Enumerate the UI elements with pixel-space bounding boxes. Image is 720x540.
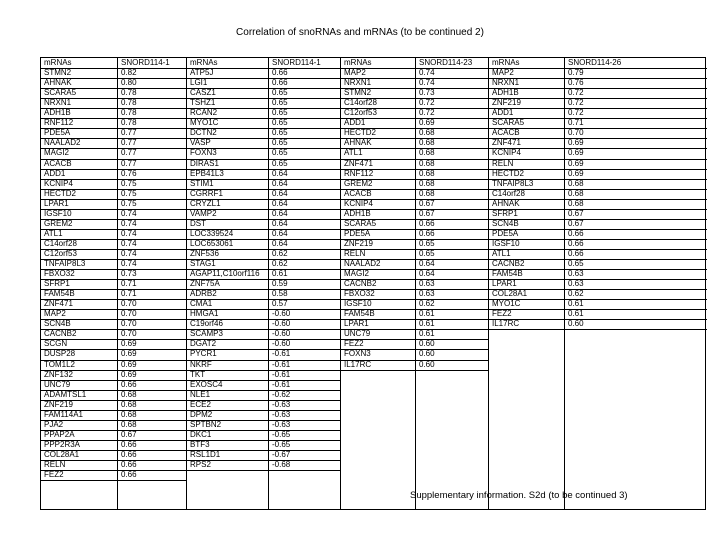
table-cell-gene: TNFAIP8L3 bbox=[44, 259, 86, 268]
table-cell-correlation: 0.61 bbox=[419, 329, 435, 339]
table-cell-correlation: 0.78 bbox=[121, 98, 137, 108]
table-cell-gene: ZNF471 bbox=[44, 299, 73, 309]
table-cell-correlation: 0.69 bbox=[121, 339, 137, 349]
table-cell-gene: IL17RC bbox=[344, 359, 372, 369]
table-cell-gene: ATL1 bbox=[344, 148, 363, 158]
table-cell-correlation: 0.67 bbox=[568, 208, 584, 218]
table-cell-gene: CGRRF1 bbox=[190, 188, 223, 198]
table-cell-gene: C12orf53 bbox=[44, 248, 77, 258]
table-cell-correlation: 0.66 bbox=[419, 228, 435, 238]
table-cell-gene: FOXN3 bbox=[190, 148, 217, 158]
table-cell-gene: ADH1B bbox=[44, 108, 71, 118]
table-cell-gene: EPB41L3 bbox=[190, 168, 224, 178]
table-cell-gene: CACNB2 bbox=[44, 329, 77, 339]
table-cell-correlation: 0.72 bbox=[419, 98, 435, 108]
table-cell-correlation: 0.72 bbox=[568, 108, 584, 118]
table-cell-gene: IGSF10 bbox=[492, 238, 520, 248]
table-cell-correlation: 0.60 bbox=[568, 319, 584, 329]
table-cell-correlation: 0.72 bbox=[568, 88, 584, 98]
table-cell-gene: IGSF10 bbox=[44, 208, 72, 218]
table-cell-correlation: 0.68 bbox=[121, 389, 137, 399]
table-cell-correlation: -0.60 bbox=[272, 329, 291, 339]
table-cell-correlation: 0.68 bbox=[419, 148, 435, 158]
table-cell-gene: HMGA1 bbox=[190, 309, 219, 319]
table-cell-gene: ADD1 bbox=[344, 118, 366, 128]
table-cell-gene: FAM114A1 bbox=[44, 409, 83, 419]
table-cell-correlation: -0.63 bbox=[272, 399, 291, 409]
table-cell-correlation: 0.68 bbox=[419, 138, 435, 148]
table-cell-correlation: 0.63 bbox=[568, 269, 584, 279]
table-cell-correlation: 0.67 bbox=[419, 198, 435, 208]
table-cell-correlation: 0.64 bbox=[272, 168, 288, 178]
column-divider bbox=[268, 58, 269, 509]
table-cell-gene: NRXN1 bbox=[492, 78, 520, 88]
table-cell-gene: GREM2 bbox=[44, 218, 73, 228]
table-cell-correlation: 0.57 bbox=[272, 299, 288, 309]
table-cell-gene: PDE5A bbox=[492, 228, 519, 238]
table-cell-gene: FAM54B bbox=[492, 269, 523, 279]
table-cell-correlation: 0.58 bbox=[272, 289, 288, 299]
table-cell-correlation: 0.59 bbox=[272, 279, 288, 289]
table-cell-correlation: 0.65 bbox=[272, 118, 288, 128]
table-cell-correlation: -0.65 bbox=[272, 439, 291, 449]
table-cell-gene: ADRB2 bbox=[190, 289, 217, 299]
table-cell-correlation: 0.61 bbox=[419, 309, 435, 319]
page-title: Correlation of snoRNAs and mRNAs (to be continued 2) bbox=[236, 27, 484, 38]
table-cell-gene: ZNF132 bbox=[44, 369, 73, 379]
table-cell-correlation: 0.68 bbox=[419, 158, 435, 168]
column-divider bbox=[415, 58, 416, 509]
table-cell-gene: LGI1 bbox=[190, 78, 208, 88]
table-cell-gene: ECE2 bbox=[190, 399, 211, 409]
table-cell-gene: AGAP11,C10orf116 bbox=[190, 269, 260, 279]
table-cell-correlation: -0.63 bbox=[272, 409, 291, 419]
table-cell-gene: RCAN2 bbox=[190, 108, 218, 118]
table-cell-correlation: 0.62 bbox=[272, 259, 288, 268]
table-cell-correlation: 0.61 bbox=[419, 319, 435, 329]
table-cell-correlation: 0.68 bbox=[121, 409, 137, 419]
table-cell-gene: FOXN3 bbox=[344, 349, 371, 359]
table-cell-correlation: 0.69 bbox=[568, 158, 584, 168]
table-cell-correlation: -0.61 bbox=[272, 369, 291, 379]
table-cell-correlation: 0.68 bbox=[568, 198, 584, 208]
table-cell-correlation: -0.62 bbox=[272, 389, 291, 399]
column-header-mrnas: mRNAs bbox=[492, 58, 520, 67]
table-cell-correlation: 0.60 bbox=[419, 349, 435, 359]
table-cell-correlation: 0.66 bbox=[121, 460, 137, 469]
table-cell-correlation: 0.66 bbox=[568, 248, 584, 258]
table-cell-gene: TKT bbox=[190, 369, 206, 379]
table-cell-correlation: 0.80 bbox=[121, 78, 137, 88]
table-cell-gene: SCAMP3 bbox=[190, 329, 223, 339]
table-cell-correlation: 0.61 bbox=[272, 269, 288, 279]
column-divider bbox=[340, 58, 341, 509]
table-cell-gene: PDE5A bbox=[44, 128, 71, 138]
table-cell-correlation: 0.74 bbox=[121, 218, 137, 228]
table-cell-correlation: 0.70 bbox=[121, 319, 137, 329]
table-cell-correlation: 0.64 bbox=[272, 228, 288, 238]
table-cell-gene: RELN bbox=[44, 460, 66, 469]
table-cell-gene: NRXN1 bbox=[344, 78, 372, 88]
table-cell-gene: FBXO32 bbox=[44, 269, 75, 279]
table-cell-correlation: 0.66 bbox=[121, 379, 137, 389]
table-cell-gene: STIM1 bbox=[190, 178, 214, 188]
column-header-snord: SNORD114-1 bbox=[121, 58, 170, 67]
table-cell-gene: ATL1 bbox=[44, 228, 63, 238]
table-cell-gene: KCNIP4 bbox=[492, 148, 521, 158]
table-cell-correlation: -0.67 bbox=[272, 449, 291, 459]
table-cell-gene: FEZ2 bbox=[492, 309, 512, 319]
table-cell-correlation: 0.62 bbox=[272, 248, 288, 258]
table-cell-correlation: 0.65 bbox=[419, 238, 435, 248]
table-cell-correlation: 0.77 bbox=[121, 128, 137, 138]
table-cell-gene: IGSF10 bbox=[344, 299, 372, 309]
table-cell-gene: NLE1 bbox=[190, 389, 211, 399]
table-cell-gene: ADH1B bbox=[492, 88, 519, 98]
table-cell-correlation: 0.68 bbox=[419, 178, 435, 188]
table-cell-correlation: 0.65 bbox=[272, 108, 288, 118]
column-divider bbox=[564, 58, 565, 509]
table-cell-correlation: 0.65 bbox=[272, 138, 288, 148]
row-divider bbox=[187, 470, 341, 471]
table-cell-gene: FEZ2 bbox=[344, 339, 364, 349]
table-cell-correlation: -0.61 bbox=[272, 359, 291, 369]
table-cell-gene: ZNF219 bbox=[492, 98, 521, 108]
table-cell-correlation: 0.70 bbox=[568, 128, 584, 138]
table-cell-correlation: 0.73 bbox=[121, 269, 137, 279]
table-cell-correlation: 0.60 bbox=[419, 359, 435, 369]
table-cell-correlation: 0.64 bbox=[272, 178, 288, 188]
table-cell-correlation: 0.75 bbox=[121, 188, 137, 198]
table-cell-correlation: 0.75 bbox=[121, 198, 137, 208]
table-cell-correlation: 0.68 bbox=[568, 178, 584, 188]
column-header-mrnas: mRNAs bbox=[44, 58, 72, 67]
table-cell-gene: MAGI2 bbox=[344, 269, 369, 279]
correlation-table bbox=[40, 57, 706, 510]
table-cell-correlation: 0.70 bbox=[121, 299, 137, 309]
table-cell-gene: GREM2 bbox=[344, 178, 373, 188]
table-cell-correlation: 0.65 bbox=[272, 158, 288, 168]
table-cell-correlation: 0.68 bbox=[419, 128, 435, 138]
table-cell-correlation: 0.69 bbox=[568, 168, 584, 178]
table-cell-correlation: 0.72 bbox=[568, 98, 584, 108]
table-cell-correlation: 0.74 bbox=[419, 68, 435, 78]
table-cell-correlation: 0.65 bbox=[272, 148, 288, 158]
table-cell-correlation: 0.61 bbox=[568, 299, 584, 309]
supplementary-caption: Supplementary information. S2d (to be continued 3) bbox=[410, 490, 628, 501]
table-cell-gene: SPTBN2 bbox=[190, 419, 222, 429]
table-cell-gene: CMA1 bbox=[190, 299, 213, 309]
table-cell-gene: SCARA5 bbox=[44, 88, 77, 98]
table-cell-correlation: 0.61 bbox=[568, 309, 584, 319]
column-divider bbox=[186, 58, 187, 509]
table-cell-correlation: 0.66 bbox=[272, 78, 288, 88]
table-cell-gene: DCTN2 bbox=[190, 128, 217, 138]
table-cell-correlation: 0.68 bbox=[419, 188, 435, 198]
table-cell-correlation: 0.79 bbox=[568, 68, 584, 78]
table-cell-gene: ADAMTSL1 bbox=[44, 389, 87, 399]
table-cell-gene: TSHZ1 bbox=[190, 98, 216, 108]
table-cell-gene: SFRP1 bbox=[492, 208, 518, 218]
table-cell-gene: ZNF219 bbox=[44, 399, 73, 409]
table-cell-gene: CACNB2 bbox=[492, 259, 525, 268]
table-cell-gene: NKRF bbox=[190, 359, 212, 369]
table-cell-correlation: 0.71 bbox=[121, 279, 137, 289]
table-cell-correlation: 0.62 bbox=[419, 299, 435, 309]
table-cell-correlation: 0.69 bbox=[121, 369, 137, 379]
table-cell-correlation: 0.63 bbox=[419, 279, 435, 289]
table-cell-gene: BTF3 bbox=[190, 439, 210, 449]
table-cell-correlation: 0.78 bbox=[121, 88, 137, 98]
table-cell-gene: RSL1D1 bbox=[190, 449, 221, 459]
table-cell-gene: LOC339524 bbox=[190, 228, 234, 238]
column-header-mrnas: mRNAs bbox=[344, 58, 372, 67]
table-cell-gene: C14orf28 bbox=[44, 238, 77, 248]
table-cell-gene: ACACB bbox=[44, 158, 72, 168]
table-cell-correlation: 0.76 bbox=[568, 78, 584, 88]
table-cell-gene: CACNB2 bbox=[344, 279, 377, 289]
table-cell-correlation: 0.82 bbox=[121, 68, 137, 78]
table-cell-gene: NAALAD2 bbox=[344, 259, 381, 268]
table-cell-correlation: 0.66 bbox=[568, 228, 584, 238]
table-cell-correlation: 0.68 bbox=[419, 168, 435, 178]
table-cell-correlation: 0.74 bbox=[121, 208, 137, 218]
table-cell-correlation: 0.66 bbox=[121, 470, 137, 480]
table-cell-correlation: 0.78 bbox=[121, 108, 137, 118]
column-header-snord: SNORD114-26 bbox=[568, 58, 622, 67]
table-cell-correlation: 0.67 bbox=[568, 218, 584, 228]
table-cell-gene: PJA2 bbox=[44, 419, 64, 429]
table-cell-gene: HECTD2 bbox=[344, 128, 377, 138]
table-cell-gene: MYO1C bbox=[492, 299, 521, 309]
table-cell-gene: SFRP1 bbox=[44, 279, 70, 289]
table-cell-correlation: 0.74 bbox=[121, 248, 137, 258]
table-cell-correlation: -0.65 bbox=[272, 429, 291, 439]
table-cell-gene: ZNF75A bbox=[190, 279, 220, 289]
table-cell-correlation: 0.77 bbox=[121, 158, 137, 168]
table-cell-gene: TNFAIP8L3 bbox=[492, 178, 534, 188]
table-cell-gene: ACACB bbox=[492, 128, 520, 138]
table-cell-gene: RELN bbox=[492, 158, 514, 168]
column-header-snord: SNORD114-1 bbox=[272, 58, 321, 67]
table-cell-gene: CRYZL1 bbox=[190, 198, 221, 208]
table-cell-gene: C14orf28 bbox=[344, 98, 377, 108]
table-cell-gene: NAALAD2 bbox=[44, 138, 81, 148]
table-cell-gene: RNF112 bbox=[344, 168, 374, 178]
table-cell-gene: STMN2 bbox=[344, 88, 372, 98]
table-cell-correlation: -0.61 bbox=[272, 379, 291, 389]
table-cell-correlation: -0.60 bbox=[272, 319, 291, 329]
table-cell-gene: SCGN bbox=[44, 339, 68, 349]
table-cell-gene: HECTD2 bbox=[492, 168, 525, 178]
table-cell-gene: DPM2 bbox=[190, 409, 213, 419]
table-cell-correlation: 0.60 bbox=[419, 339, 435, 349]
table-cell-gene: PPP2R3A bbox=[44, 439, 81, 449]
table-cell-correlation: 0.77 bbox=[121, 138, 137, 148]
table-cell-gene: ZNF219 bbox=[344, 238, 373, 248]
table-cell-correlation: 0.68 bbox=[121, 399, 137, 409]
table-cell-gene: MYO1C bbox=[190, 118, 219, 128]
row-divider bbox=[41, 480, 187, 481]
table-cell-correlation: 0.65 bbox=[568, 259, 584, 268]
row-divider bbox=[489, 329, 707, 330]
table-cell-correlation: 0.66 bbox=[121, 439, 137, 449]
table-cell-correlation: -0.68 bbox=[272, 460, 291, 469]
table-cell-correlation: -0.60 bbox=[272, 339, 291, 349]
table-cell-gene: RPS2 bbox=[190, 460, 211, 469]
table-cell-gene: KCNIP4 bbox=[344, 198, 373, 208]
table-cell-gene: DIRAS1 bbox=[190, 158, 219, 168]
table-cell-correlation: -0.61 bbox=[272, 349, 291, 359]
table-cell-gene: STMN2 bbox=[44, 68, 72, 78]
table-cell-gene: MAP2 bbox=[344, 68, 366, 78]
table-cell-correlation: 0.77 bbox=[121, 148, 137, 158]
table-cell-correlation: 0.64 bbox=[272, 218, 288, 228]
table-cell-correlation: 0.66 bbox=[568, 238, 584, 248]
table-cell-correlation: 0.74 bbox=[419, 78, 435, 88]
table-cell-gene: DGAT2 bbox=[190, 339, 217, 349]
table-cell-correlation: 0.65 bbox=[272, 98, 288, 108]
table-cell-gene: MAP2 bbox=[492, 68, 514, 78]
column-header-mrnas: mRNAs bbox=[190, 58, 218, 67]
table-cell-gene: ADD1 bbox=[44, 168, 66, 178]
table-cell-correlation: 0.70 bbox=[121, 309, 137, 319]
table-cell-gene: RELN bbox=[344, 248, 366, 258]
table-cell-correlation: 0.72 bbox=[419, 108, 435, 118]
row-divider bbox=[341, 370, 489, 371]
table-cell-correlation: 0.66 bbox=[121, 449, 137, 459]
table-cell-gene: VAMP2 bbox=[190, 208, 217, 218]
table-cell-correlation: 0.63 bbox=[419, 289, 435, 299]
table-cell-correlation: 0.64 bbox=[419, 269, 435, 279]
table-cell-gene: SCARA5 bbox=[344, 218, 377, 228]
table-cell-gene: DKC1 bbox=[190, 429, 212, 439]
table-cell-correlation: 0.64 bbox=[272, 198, 288, 208]
table-cell-correlation: 0.64 bbox=[419, 259, 435, 268]
table-cell-correlation: 0.65 bbox=[272, 88, 288, 98]
table-cell-correlation: 0.78 bbox=[121, 118, 137, 128]
table-cell-gene: PPAP2A bbox=[44, 429, 75, 439]
table-cell-gene: KCNIP4 bbox=[44, 178, 73, 188]
table-cell-gene: SCN4B bbox=[492, 218, 519, 228]
table-cell-gene: SCARA5 bbox=[492, 118, 525, 128]
table-cell-gene: ZNF536 bbox=[190, 248, 219, 258]
table-cell-gene: UNC79 bbox=[44, 379, 71, 389]
table-cell-gene: FAM54B bbox=[344, 309, 375, 319]
table-cell-gene: AHNAK bbox=[44, 78, 72, 88]
table-cell-correlation: 0.76 bbox=[121, 168, 137, 178]
table-cell-gene: DST bbox=[190, 218, 206, 228]
table-cell-gene: LOC653061 bbox=[190, 238, 234, 248]
table-cell-gene: ZNF471 bbox=[492, 138, 521, 148]
table-cell-gene: C14orf28 bbox=[492, 188, 525, 198]
table-cell-correlation: 0.74 bbox=[121, 259, 137, 268]
table-cell-correlation: 0.64 bbox=[272, 188, 288, 198]
table-cell-gene: ACACB bbox=[344, 188, 372, 198]
table-cell-gene: RNF112 bbox=[44, 118, 74, 128]
table-cell-gene: C19orf46 bbox=[190, 319, 223, 329]
table-cell-correlation: 0.62 bbox=[568, 289, 584, 299]
table-cell-correlation: 0.74 bbox=[121, 238, 137, 248]
table-cell-correlation: 0.68 bbox=[568, 188, 584, 198]
table-cell-gene: NRXN1 bbox=[44, 98, 72, 108]
table-cell-correlation: 0.65 bbox=[419, 248, 435, 258]
table-cell-gene: AHNAK bbox=[492, 198, 520, 208]
table-cell-gene: ADH1B bbox=[344, 208, 371, 218]
table-cell-correlation: 0.69 bbox=[568, 148, 584, 158]
table-cell-gene: FBXO32 bbox=[344, 289, 375, 299]
table-cell-gene: CASZ1 bbox=[190, 88, 216, 98]
column-divider bbox=[488, 58, 489, 509]
column-header-snord: SNORD114-23 bbox=[419, 58, 473, 67]
column-divider bbox=[117, 58, 118, 509]
table-cell-gene: IL17RC bbox=[492, 319, 520, 329]
table-cell-correlation: 0.70 bbox=[121, 329, 137, 339]
table-cell-correlation: 0.71 bbox=[121, 289, 137, 299]
table-cell-gene: LPAR1 bbox=[492, 279, 517, 289]
table-cell-correlation: 0.65 bbox=[272, 128, 288, 138]
table-cell-gene: AHNAK bbox=[344, 138, 372, 148]
table-cell-correlation: 0.69 bbox=[121, 349, 137, 359]
table-cell-correlation: 0.63 bbox=[568, 279, 584, 289]
table-cell-correlation: 0.69 bbox=[419, 118, 435, 128]
table-cell-gene: DUSP28 bbox=[44, 349, 76, 359]
table-cell-gene: PYCR1 bbox=[190, 349, 217, 359]
table-cell-gene: TOM1L2 bbox=[44, 359, 75, 369]
table-cell-correlation: 0.71 bbox=[568, 118, 584, 128]
table-cell-correlation: 0.69 bbox=[568, 138, 584, 148]
table-cell-gene: ADD1 bbox=[492, 108, 514, 118]
table-cell-gene: C12orf53 bbox=[344, 108, 377, 118]
table-cell-correlation: 0.64 bbox=[272, 238, 288, 248]
table-cell-gene: LPAR1 bbox=[44, 198, 69, 208]
table-cell-gene: FAM54B bbox=[44, 289, 75, 299]
table-cell-correlation: -0.63 bbox=[272, 419, 291, 429]
table-cell-gene: STAG1 bbox=[190, 259, 216, 268]
table-cell-correlation: 0.74 bbox=[121, 228, 137, 238]
table-cell-gene: EXOSC4 bbox=[190, 379, 223, 389]
table-cell-gene: COL28A1 bbox=[492, 289, 528, 299]
table-cell-gene: UNC79 bbox=[344, 329, 371, 339]
table-cell-correlation: 0.66 bbox=[419, 218, 435, 228]
table-cell-correlation: -0.60 bbox=[272, 309, 291, 319]
table-cell-gene: VASP bbox=[190, 138, 211, 148]
table-cell-gene: COL28A1 bbox=[44, 449, 80, 459]
table-cell-gene: ZNF471 bbox=[344, 158, 373, 168]
table-cell-correlation: 0.67 bbox=[419, 208, 435, 218]
table-cell-gene: PDE5A bbox=[344, 228, 371, 238]
table-cell-gene: FEZ2 bbox=[44, 470, 64, 480]
table-cell-correlation: 0.67 bbox=[121, 429, 137, 439]
table-cell-correlation: 0.75 bbox=[121, 178, 137, 188]
table-cell-gene: HECTD2 bbox=[44, 188, 77, 198]
table-cell-correlation: 0.64 bbox=[272, 208, 288, 218]
table-cell-gene: SCN4B bbox=[44, 319, 71, 329]
table-cell-correlation: 0.68 bbox=[121, 419, 137, 429]
table-cell-correlation: 0.66 bbox=[272, 68, 288, 78]
table-cell-gene: ATP5J bbox=[190, 68, 214, 78]
table-cell-correlation: 0.69 bbox=[121, 359, 137, 369]
table-cell-gene: LPAR1 bbox=[344, 319, 369, 329]
table-cell-gene: MAP2 bbox=[44, 309, 66, 319]
table-cell-gene: ATL1 bbox=[492, 248, 511, 258]
table-cell-gene: MAGI2 bbox=[44, 148, 69, 158]
table-cell-correlation: 0.73 bbox=[419, 88, 435, 98]
